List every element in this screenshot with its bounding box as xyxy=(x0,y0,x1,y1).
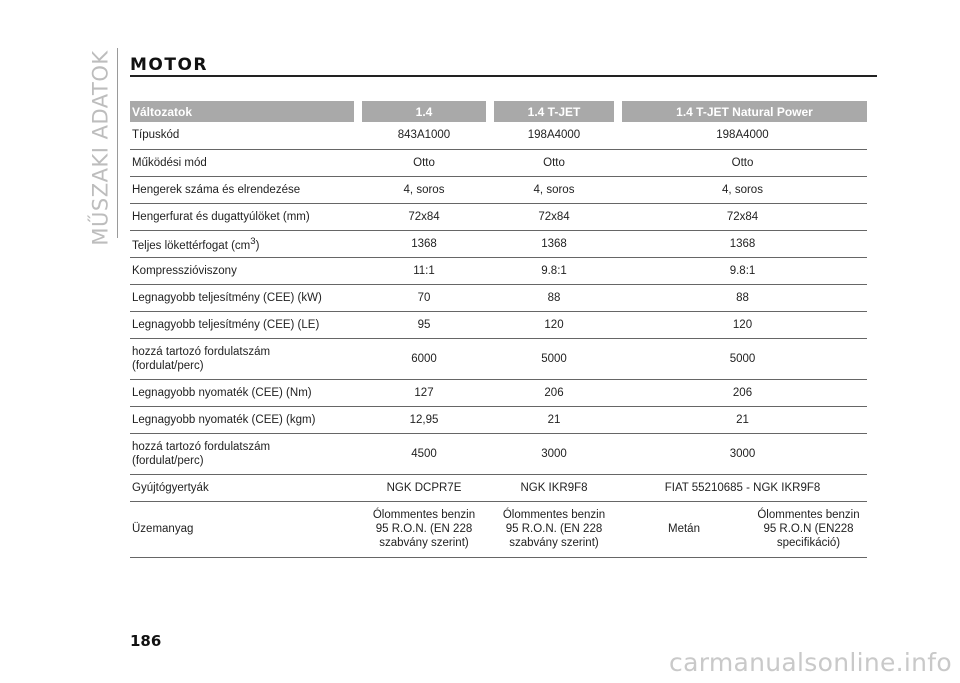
cell-line: 95 R.O.N. (EN 228 xyxy=(375,523,473,535)
cell-v3: 3000 xyxy=(618,433,867,474)
row-label: Üzemanyag xyxy=(130,501,358,557)
header-col-2: 1.4 T-JET xyxy=(490,101,618,122)
table-row xyxy=(130,230,867,257)
cell-v2: 4, soros xyxy=(490,176,618,203)
cell-v1: NGK DCPR7E xyxy=(358,474,490,501)
row-label: Legnagyobb nyomaték (CEE) (kgm) xyxy=(130,406,358,433)
cell-line: 95 R.O.N. (EN 228 xyxy=(505,523,603,535)
table-row xyxy=(130,284,867,311)
cell-v3-petrol xyxy=(750,501,867,557)
cell-line: 95 R.O.N (EN228 xyxy=(763,523,854,535)
cell-v2: 88 xyxy=(490,284,618,311)
row-label: Legnagyobb teljesítmény (CEE) (LE) xyxy=(130,311,358,338)
table-row xyxy=(130,501,867,557)
table-row xyxy=(130,257,867,284)
cell-v1: 4500 xyxy=(358,433,490,474)
engine-spec-table xyxy=(130,101,867,558)
cell-v3: 9.8:1 xyxy=(618,257,867,284)
cell-v1 xyxy=(358,501,490,557)
cell-v2: 72x84 xyxy=(490,203,618,230)
cell-v1: 70 xyxy=(358,284,490,311)
cell-line: szabvány szerint) xyxy=(509,537,599,549)
title-rule xyxy=(130,75,877,77)
cell-v3: 5000 xyxy=(618,338,867,379)
cell-v3: FIAT 55210685 - NGK IKR9F8 xyxy=(618,474,867,501)
cell-v3: 198A4000 xyxy=(618,122,867,149)
row-label-line-2: (fordulat/perc) xyxy=(132,359,204,372)
cell-v3: 21 xyxy=(618,406,867,433)
cell-v1: 4, soros xyxy=(358,176,490,203)
header-col-1: 1.4 xyxy=(358,101,490,122)
cell-line: Ólommentes benzin xyxy=(757,509,860,521)
row-label-end: ) xyxy=(255,239,260,252)
row-label: Hengerek száma és elrendezése xyxy=(130,176,358,203)
row-label-line-1: hozzá tartozó fordulatszám xyxy=(132,345,271,358)
cell-v2: 5000 xyxy=(490,338,618,379)
row-label-line-1: hozzá tartozó fordulatszám xyxy=(132,440,271,453)
row-label-line-2: (fordulat/perc) xyxy=(132,454,204,467)
cell-v2: Otto xyxy=(490,149,618,176)
cell-v1: 95 xyxy=(358,311,490,338)
cell-v3-methane: Metán xyxy=(618,501,750,557)
table-row xyxy=(130,176,867,203)
cell-v1: Otto xyxy=(358,149,490,176)
row-label: Legnagyobb nyomaték (CEE) (Nm) xyxy=(130,379,358,406)
cell-v3: 206 xyxy=(618,379,867,406)
section-title: MOTOR xyxy=(130,55,209,75)
row-label: Működési mód xyxy=(130,149,358,176)
chapter-side-label xyxy=(86,48,116,248)
table-row xyxy=(130,203,867,230)
row-label xyxy=(130,433,358,474)
page-number: 186 xyxy=(130,632,162,650)
row-label: Hengerfurat és dugattyúlöket (mm) xyxy=(130,203,358,230)
cell-v2: 1368 xyxy=(490,230,618,257)
header-variants: Változatok xyxy=(130,101,358,122)
row-label: Legnagyobb teljesítmény (CEE) (kW) xyxy=(130,284,358,311)
table-row xyxy=(130,379,867,406)
cell-v1: 6000 xyxy=(358,338,490,379)
cell-v2: 120 xyxy=(490,311,618,338)
cell-v2: 9.8:1 xyxy=(490,257,618,284)
table-header-row xyxy=(130,101,867,122)
row-label: Típuskód xyxy=(130,122,358,149)
cell-v2: 3000 xyxy=(490,433,618,474)
cell-v2: NGK IKR9F8 xyxy=(490,474,618,501)
table-row xyxy=(130,406,867,433)
cell-v1: 127 xyxy=(358,379,490,406)
cell-line: Ólommentes benzin xyxy=(372,509,476,521)
table-row xyxy=(130,311,867,338)
row-label: Kompresszióviszony xyxy=(130,257,358,284)
table-row xyxy=(130,338,867,379)
row-label: Gyújtógyertyák xyxy=(130,474,358,501)
row-label xyxy=(130,338,358,379)
cell-v1: 1368 xyxy=(358,230,490,257)
cell-v3: 4, soros xyxy=(618,176,867,203)
cell-line: specifikáció) xyxy=(776,537,841,549)
side-divider xyxy=(117,48,118,238)
cell-v2 xyxy=(490,501,618,557)
cell-v3: 120 xyxy=(618,311,867,338)
chapter-side-label-text: MŰSZAKI ADATOK xyxy=(89,50,113,246)
cell-line: Ólommentes benzin xyxy=(502,509,606,521)
table-row xyxy=(130,149,867,176)
cell-v1: 843A1000 xyxy=(358,122,490,149)
cell-v2: 206 xyxy=(490,379,618,406)
cell-v1: 11:1 xyxy=(358,257,490,284)
row-label-text: Teljes lökettérfogat (cm xyxy=(132,239,251,252)
cell-line: szabvány szerint) xyxy=(379,537,469,549)
cell-v3: 88 xyxy=(618,284,867,311)
cell-v3: Otto xyxy=(618,149,867,176)
cell-v3: 1368 xyxy=(618,230,867,257)
cell-v1: 72x84 xyxy=(358,203,490,230)
table-row xyxy=(130,474,867,501)
superscript-3: 3 xyxy=(250,235,256,247)
row-label xyxy=(130,230,358,257)
header-col-3: 1.4 T-JET Natural Power xyxy=(618,101,867,122)
table-row xyxy=(130,433,867,474)
cell-v2: 21 xyxy=(490,406,618,433)
table-row xyxy=(130,122,867,149)
cell-v3: 72x84 xyxy=(618,203,867,230)
cell-v2: 198A4000 xyxy=(490,122,618,149)
watermark: carmanualsonline.info xyxy=(669,648,952,677)
cell-v1: 12,95 xyxy=(358,406,490,433)
